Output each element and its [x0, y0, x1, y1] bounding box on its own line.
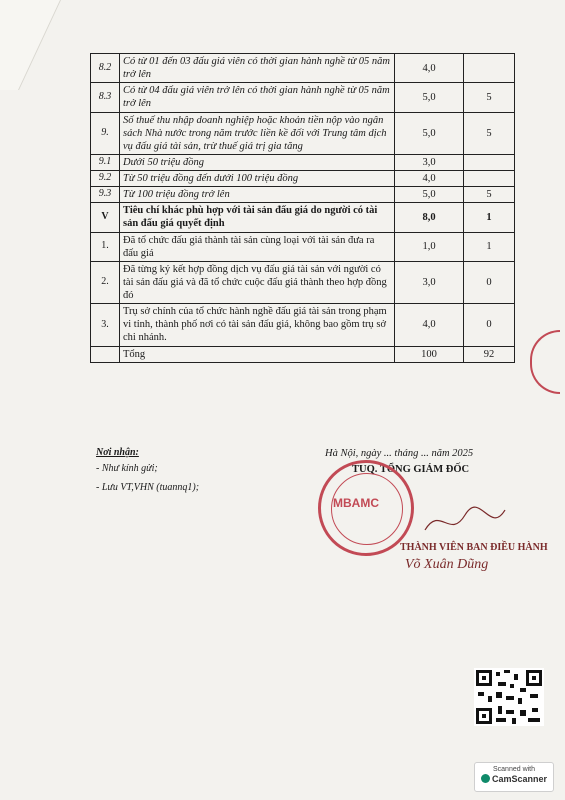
row-number: 8.3 — [91, 83, 120, 112]
criterion-cell: Đã tổ chức đấu giá thành tài sản cùng loại với tài sản đưa ra đấu giá — [120, 232, 395, 261]
max-score-cell: 5,0 — [395, 83, 464, 112]
max-score-cell: 3,0 — [395, 154, 464, 170]
handwritten-signature — [420, 500, 510, 545]
row-number: V — [91, 203, 120, 232]
table-row — [91, 83, 515, 112]
max-score-cell: 4,0 — [395, 171, 464, 187]
camscanner-caption: Scanned with — [492, 766, 536, 773]
row-number: 9.2 — [91, 171, 120, 187]
recipient-line-2: - Lưu VT,VHN (tuannq1); — [96, 482, 200, 493]
criterion-cell: Từ 100 triệu đồng trở lên — [120, 187, 395, 203]
table-row — [91, 261, 515, 303]
criterion-cell: Có từ 04 đấu giá viên trở lên có thời gian hành nghề từ 05 năm trở lên — [120, 83, 395, 112]
table-row — [91, 232, 515, 261]
scoring-table — [90, 53, 515, 363]
table-row — [91, 346, 515, 362]
criterion-cell: Tiêu chí khác phù hợp với tài sản đấu giá do người có tài sản đấu giá quyết định — [120, 203, 395, 232]
signer-title: THÀNH VIÊN BAN ĐIỀU HÀNH — [400, 542, 548, 553]
awarded-score-cell: 1 — [464, 232, 515, 261]
row-number — [91, 346, 120, 362]
max-score-cell: 4,0 — [395, 304, 464, 346]
table-row — [91, 154, 515, 170]
paper-fold — [0, 0, 61, 90]
max-score-cell: 5,0 — [395, 112, 464, 154]
criterion-cell: Tổng — [120, 346, 395, 362]
max-score-cell: 3,0 — [395, 261, 464, 303]
signer-name: Võ Xuân Dũng — [405, 557, 489, 572]
table-row — [91, 112, 515, 154]
awarded-score-cell: 0 — [464, 304, 515, 346]
camscanner-logo-icon — [481, 774, 490, 783]
row-number: 9. — [91, 112, 120, 154]
criterion-cell: Số thuế thu nhập doanh nghiệp hoặc khoản tiền nộp vào ngân sách Nhà nước trong năm trước liền kề đối với Trung tâm dịch vụ đấu giá tài sản, trừ thuế giá trị gia tăng — [120, 112, 395, 154]
awarded-score-cell: 5 — [464, 83, 515, 112]
camscanner-brand — [475, 774, 553, 784]
criterion-cell: Từ 50 triệu đồng đến dưới 100 triệu đồng — [120, 171, 395, 187]
max-score-cell: 5,0 — [395, 187, 464, 203]
awarded-score-cell: 0 — [464, 261, 515, 303]
awarded-score-cell: 5 — [464, 112, 515, 154]
row-number: 9.1 — [91, 154, 120, 170]
awarded-score-cell — [464, 154, 515, 170]
qr-code-icon — [474, 668, 544, 726]
table-row — [91, 203, 515, 232]
awarded-score-cell: 5 — [464, 187, 515, 203]
awarded-score-cell — [464, 54, 515, 83]
signing-authority: TUQ. TỔNG GIÁM ĐỐC — [352, 464, 470, 475]
max-score-cell: 1,0 — [395, 232, 464, 261]
table-row — [91, 304, 515, 346]
criterion-cell: Có từ 01 đến 03 đấu giá viên có thời gian hành nghề từ 05 năm trở lên — [120, 54, 395, 83]
recipient-line-1: - Như kính gửi; — [96, 463, 158, 474]
criterion-cell: Trụ sở chính của tổ chức hành nghề đấu giá tài sản trong phạm vi tỉnh, thành phố nơi có tài sản đấu giá, không bao gồm trụ sở chi nhánh. — [120, 304, 395, 346]
awarded-score-cell: 92 — [464, 346, 515, 362]
signing-date: Hà Nội, ngày ... tháng ... năm 2025 — [325, 448, 474, 459]
row-number: 8.2 — [91, 54, 120, 83]
table-row — [91, 187, 515, 203]
row-number: 9.3 — [91, 187, 120, 203]
recipients-heading: Nơi nhận: — [96, 447, 139, 458]
camscanner-brand-text: CamScanner — [491, 774, 548, 784]
row-number: 2. — [91, 261, 120, 303]
seal-logo-text: MBAMC — [333, 496, 379, 510]
awarded-score-cell: 1 — [464, 203, 515, 232]
table-row — [91, 171, 515, 187]
criterion-cell: Đã từng ký kết hợp đồng dịch vụ đấu giá tài sản với người có tài sản đấu giá và đã tổ chức cuộc đấu giá thành theo hợp đồng đó — [120, 261, 395, 303]
recipients-block — [96, 447, 199, 501]
awarded-score-cell — [464, 171, 515, 187]
max-score-cell: 100 — [395, 346, 464, 362]
page-edge-stamp — [530, 330, 560, 394]
criterion-cell: Dưới 50 triệu đồng — [120, 154, 395, 170]
row-number: 1. — [91, 232, 120, 261]
table-row — [91, 54, 515, 83]
camscanner-badge — [474, 762, 554, 792]
max-score-cell: 4,0 — [395, 54, 464, 83]
row-number: 3. — [91, 304, 120, 346]
max-score-cell: 8,0 — [395, 203, 464, 232]
